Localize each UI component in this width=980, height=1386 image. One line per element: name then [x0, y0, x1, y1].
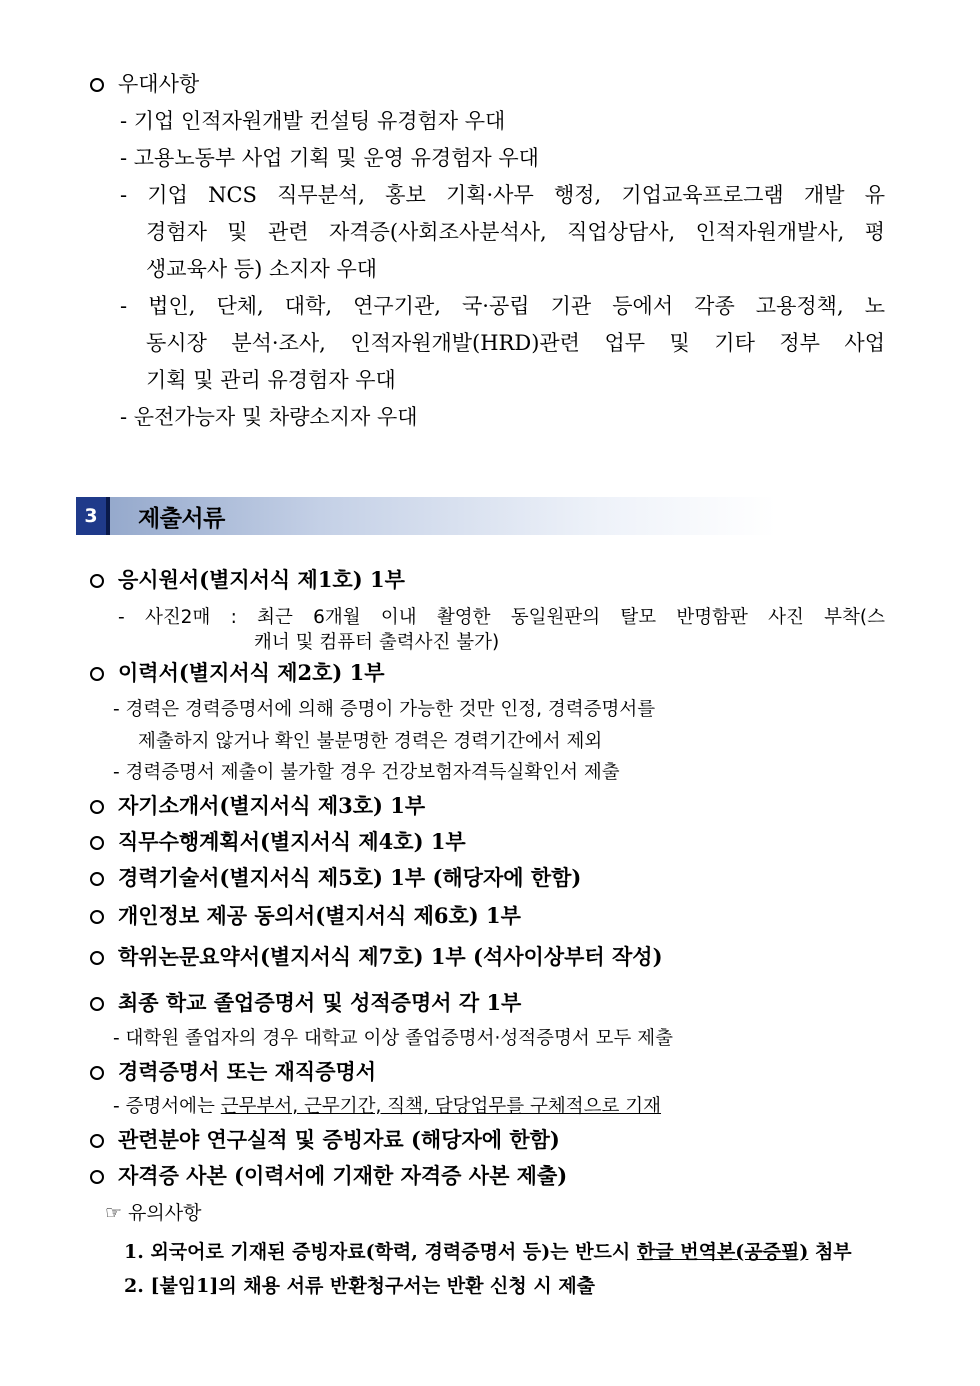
doc-item: 경력기술서(별지서식 제5호) 1부 (해당자에 한함) [90, 862, 581, 892]
circle-bullet-icon [90, 800, 104, 814]
doc-item: 이력서(별지서식 제2호) 1부 [90, 657, 385, 687]
doc-item: 경력증명서 또는 재직증명서 [90, 1056, 376, 1086]
circle-bullet-icon [90, 1066, 104, 1080]
doc-sub: - 대학원 졸업자의 경우 대학교 이상 졸업증명서·성적증명서 모두 제출 [113, 1028, 673, 1049]
underlined-text: 근무부서, 근무기간, 직책, 담당업무를 구체적으로 기재 [220, 1096, 662, 1117]
doc-item: 학위논문요약서(별지서식 제7호) 1부 (석사이상부터 작성) [90, 941, 663, 971]
preferred-item: - 기업 NCS 직무분석, 홍보 기획·사무 행정, 기업교육프로그램 개발 유 [120, 183, 885, 207]
doc-item: 자기소개서(별지서식 제3호) 1부 [90, 790, 425, 820]
doc-sub: - 경력은 경력증명서에 의해 증명이 가능한 것만 인정, 경력증명서를 [113, 699, 656, 720]
preferred-item: - 고용노동부 사업 기획 및 운영 유경험자 우대 [120, 146, 539, 170]
circle-bullet-icon [90, 951, 104, 965]
note-item: 2. [붙임1]의 채용 서류 반환청구서는 반환 신청 시 제출 [124, 1275, 596, 1297]
doc-sub: - 사진2매 : 최근 6개월 이내 촬영한 동일원판의 탈모 반명함판 사진 부착(스 [118, 607, 885, 628]
preferred-item: - 기업 인적자원개발 컨설팅 유경험자 우대 [120, 109, 506, 133]
circle-bullet-icon [90, 574, 104, 588]
doc-sub-cont: 캐너 및 컴퓨터 출력사진 불가) [254, 632, 500, 653]
doc-item: 개인정보 제공 동의서(별지서식 제6호) 1부 [90, 900, 521, 930]
circle-bullet-icon [90, 910, 104, 924]
note-item: 1. 외국어로 기재된 증빙자료(학력, 경력증명서 등)는 반드시 한글 번역본(공증필) 첨부 [124, 1241, 852, 1263]
note-heading: ☞ 유의사항 [105, 1202, 202, 1224]
circle-bullet-icon [90, 78, 104, 92]
preferred-item-cont: 기획 및 관리 유경험자 우대 [146, 368, 396, 392]
doc-sub: - 경력증명서 제출이 불가할 경우 건강보험자격득실확인서 제출 [113, 762, 620, 783]
doc-item: 관련분야 연구실적 및 증빙자료 (해당자에 한함) [90, 1124, 560, 1154]
underlined-text: 한글 번역본(공증필) [636, 1241, 809, 1263]
doc-sub: - 증명서에는 근무부서, 근무기간, 직책, 담당업무를 구체적으로 기재 [113, 1096, 662, 1117]
doc-item: 직무수행계획서(별지서식 제4호) 1부 [90, 826, 466, 856]
section-number: 3 [76, 497, 110, 535]
circle-bullet-icon [90, 997, 104, 1011]
circle-bullet-icon [90, 667, 104, 681]
circle-bullet-icon [90, 1134, 104, 1148]
section-title: 제출서류 [138, 506, 225, 532]
doc-item: 자격증 사본 (이력서에 기재한 자격증 사본 제출) [90, 1160, 567, 1190]
preferred-item-cont: 생교육사 등) 소지자 우대 [146, 257, 378, 281]
preferred-item: - 법인, 단체, 대학, 연구기관, 국·공립 기관 등에서 각종 고용정책, 노 [120, 294, 885, 318]
pointing-hand-icon: ☞ [105, 1202, 123, 1224]
circle-bullet-icon [90, 872, 104, 886]
doc-item: 응시원서(별지서식 제1호) 1부 [90, 564, 405, 594]
circle-bullet-icon [90, 1170, 104, 1184]
preferred-item-cont: 경험자 및 관련 자격증(사회조사분석사, 직업상담사, 인적자원개발사, 평 [146, 220, 885, 244]
doc-item: 최종 학교 졸업증명서 및 성적증명서 각 1부 [90, 987, 521, 1017]
preferred-heading: 우대사항 [90, 68, 199, 98]
doc-sub-cont: 제출하지 않거나 확인 불분명한 경력은 경력기간에서 제외 [138, 731, 603, 752]
circle-bullet-icon [90, 836, 104, 850]
preferred-item: - 운전가능자 및 차량소지자 우대 [120, 405, 418, 429]
preferred-item-cont: 동시장 분석·조사, 인적자원개발(HRD)관련 업무 및 기타 정부 사업 [146, 331, 885, 355]
